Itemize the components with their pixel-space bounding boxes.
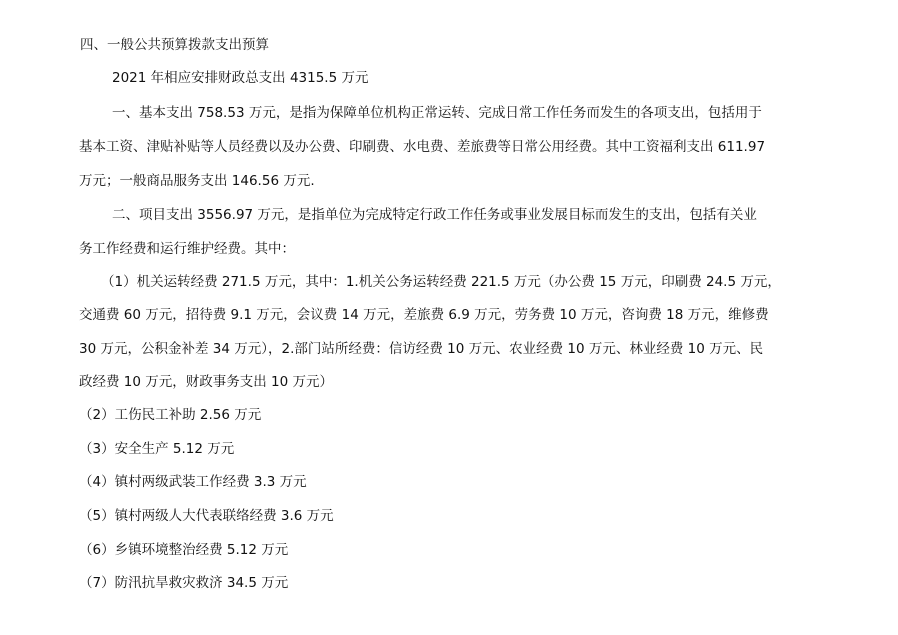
basic-expenditure-para: 一、基本支出 758.53 万元，是指为保障单位机构正常运转、完成日常工作任务而发生的各项支出，包括用于 xyxy=(112,105,762,121)
item-1-para: （1）机关运转经费 271.5 万元，其中：1.机关公务运转经费 221.5 万元（办公费 15 万元，印刷费 24.5 万元， xyxy=(101,274,781,290)
list-item: （2）工伤民工补助 2.56 万元 xyxy=(79,407,262,423)
section-heading: 四、一般公共预算拨款支出预算 xyxy=(80,37,269,53)
basic-expenditure-para: 万元；一般商品服务支出 146.56 万元. xyxy=(79,173,315,189)
item-1-para: 政经费 10 万元，财政事务支出 10 万元） xyxy=(79,374,334,390)
project-expenditure-para: 务工作经费和运行维护经费。其中： xyxy=(79,241,295,257)
project-expenditure-para: 二、项目支出 3556.97 万元，是指单位为完成特定行政工作任务或事业发展目标而发生的支出，包括有关业 xyxy=(112,207,757,223)
basic-expenditure-para: 基本工资、津贴补贴等人员经费以及办公费、印刷费、水电费、差旅费等日常公用经费。其中工资福利支出 611.97 xyxy=(79,139,766,155)
list-item: （6）乡镇环境整治经费 5.12 万元 xyxy=(79,542,289,558)
list-item: （3）安全生产 5.12 万元 xyxy=(79,441,235,457)
item-1-para: 交通费 60 万元，招待费 9.1 万元，会议费 14 万元，差旅费 6.9 万元，劳务费 10 万元，咨询费 18 万元，维修费 xyxy=(79,307,769,323)
list-item: （7）防汛抗旱救灾救济 34.5 万元 xyxy=(79,575,289,591)
list-item: （4）镇村两级武装工作经费 3.3 万元 xyxy=(79,474,307,490)
list-item: （5）镇村两级人大代表联络经费 3.6 万元 xyxy=(79,508,334,524)
total-expenditure-line: 2021 年相应安排财政总支出 4315.5 万元 xyxy=(112,70,369,86)
item-1-para: 30 万元，公积金补差 34 万元），2.部门站所经费：信访经费 10 万元、农业经费 10 万元、林业经费 10 万元、民 xyxy=(79,341,764,357)
